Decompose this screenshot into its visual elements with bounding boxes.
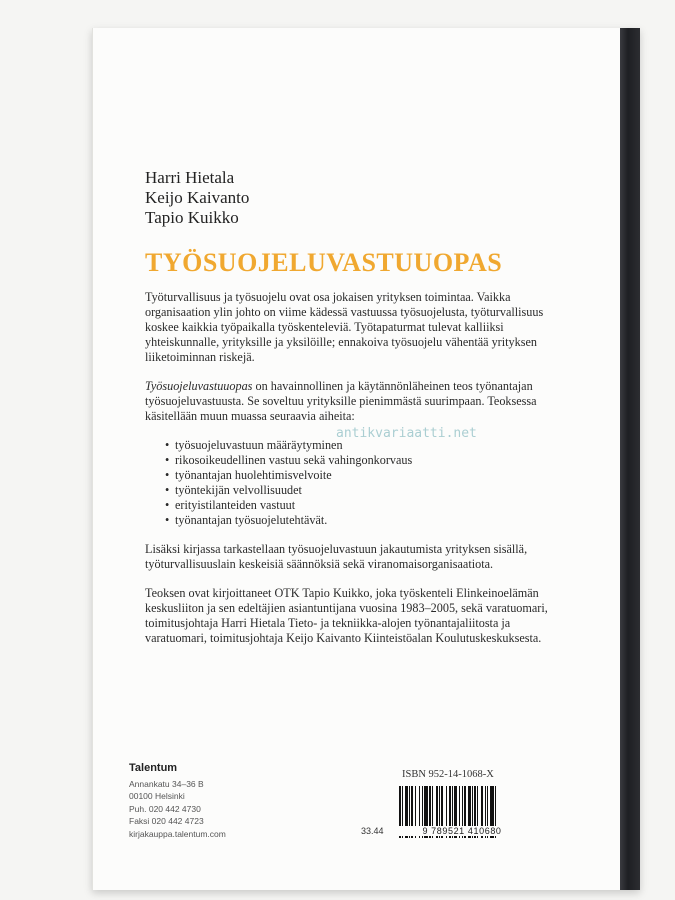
list-item: • työntekijän velvollisuudet bbox=[165, 483, 565, 498]
list-item: • erityistilanteiden vastuut bbox=[165, 498, 565, 513]
barcode-block bbox=[361, 786, 531, 838]
author-name: Tapio Kuikko bbox=[145, 208, 239, 227]
blurb-paragraph: Teoksen ovat kirjoittaneet OTK Tapio Kuikko, joka työskenteli Elinkeinoelämän keskusliiton ja sen edeltäjien asiantuntijana vuosina 1983–2005, sekä varatuomari, toimitusjohtaja Harri Hietala Tieto- ja tekniikka-alojen työnantajaliitosta ja varatuomari, toimitusjohtaja Keijo Kaivanto Kiinteistöalan Koulutuskeskuksesta. bbox=[145, 586, 548, 645]
publisher-line: 00100 Helsinki bbox=[129, 791, 185, 801]
author-name: Keijo Kaivanto bbox=[145, 188, 250, 207]
book bbox=[92, 28, 640, 890]
blurb-paragraph: Työturvallisuus ja työsuojelu ovat osa jokaisen yrityksen toimintaa. Vaikka organisaation ylin johto on viime kädessä vastuussa työsuojelusta, työturvallisuus koskee kaikkia työpaikalla työskenteleviä. Työtapaturmat tulevat kalliiksi yhteiskunnalle, yrityksille ja yksilöille; ennakoiva työsuojelu vähentää yrityksen liiketoiminnan riskejä. bbox=[145, 290, 544, 364]
isbn: ISBN 952-14-1068-X bbox=[402, 769, 494, 780]
blurb-text: on havainnollinen ja käytännönläheinen teos työnantajan työsuojeluvastuusta. Se soveltuu yrityksille pienimmästä suurimpaan. Teoksessa käsitellään muun muassa seuraavia aiheita: bbox=[145, 379, 537, 423]
list-item: • rikosoikeudellinen vastuu sekä vahingonkorvaus bbox=[165, 453, 565, 468]
back-cover bbox=[92, 28, 621, 890]
list-item: • työsuojeluvastuun määräytyminen bbox=[165, 438, 565, 453]
list-item: • työnantajan huolehtimisvelvoite bbox=[165, 468, 565, 483]
publisher-line: kirjakauppa.talentum.com bbox=[129, 828, 226, 839]
book-title-inline: Työsuojeluvastuuopas bbox=[145, 379, 253, 393]
authors bbox=[145, 168, 249, 228]
watermark: antikvariaatti.net bbox=[336, 426, 477, 441]
publisher-info bbox=[129, 762, 226, 840]
barcode-number: 9 789521 410680 bbox=[397, 826, 527, 836]
price-code: 33.44 bbox=[361, 826, 384, 836]
publisher-name: Talentum bbox=[129, 762, 178, 774]
book-title: TYÖSUOJELUVASTUUOPAS bbox=[145, 248, 503, 277]
blurb bbox=[145, 290, 565, 660]
blurb-paragraph: Lisäksi kirjassa tarkastellaan työsuojeluvastuun jakautumista yrityksen sisällä, työturvallisuuslain keskeisiä säännöksiä sekä viranomaisorganisaatiota. bbox=[145, 542, 528, 571]
list-item: • työnantajan työsuojelutehtävät. bbox=[165, 513, 565, 528]
author-name: Harri Hietala bbox=[145, 168, 235, 187]
publisher-line: Annankatu 34–36 B bbox=[129, 778, 204, 789]
publisher-line: Puh. 020 442 4730 bbox=[129, 803, 201, 814]
publisher-line: Faksi 020 442 4723 bbox=[129, 816, 204, 826]
blurb-paragraph bbox=[145, 379, 565, 424]
topic-list bbox=[145, 438, 565, 528]
book-spine bbox=[620, 28, 640, 890]
